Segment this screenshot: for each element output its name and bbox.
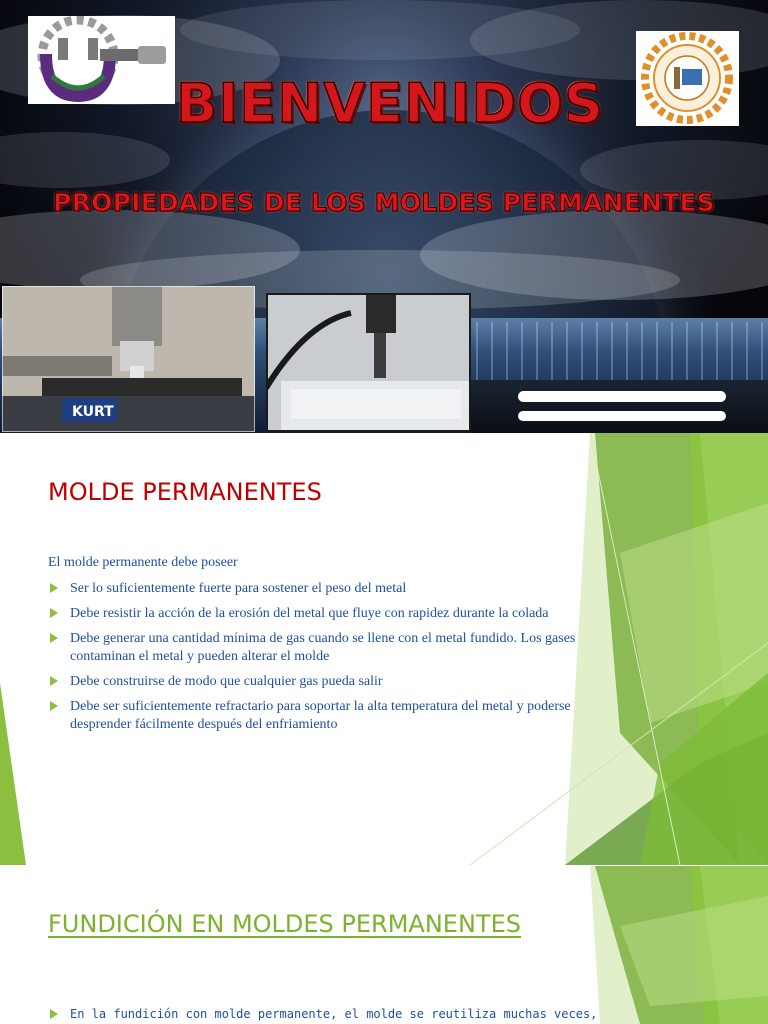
triangle-bullet-icon — [50, 1009, 58, 1019]
triangle-bullet-icon — [50, 583, 58, 593]
content-slide-fundicion — [0, 866, 768, 1024]
list-item — [48, 605, 588, 623]
drilling-machine-photo — [266, 293, 471, 432]
shore-background — [470, 380, 768, 433]
triangle-bullet-icon — [50, 701, 58, 711]
triangle-bullet-icon — [50, 676, 58, 686]
list-item — [48, 580, 588, 598]
slide-heading: FUNDICIÓN EN MOLDES PERMANENTES — [48, 910, 521, 938]
svg-text:KURT: KURT — [72, 404, 114, 420]
sea-glint — [470, 322, 768, 382]
title-slide — [0, 0, 768, 433]
list-item-text: Debe construirse de modo que cualquier gas pueda salir — [70, 674, 383, 689]
list-item-text: Ser lo suficientemente fuerte para sostener el peso del metal — [70, 581, 407, 596]
intro-text: El molde permanente debe poseer — [48, 555, 238, 570]
drilling-machine-illustration — [266, 293, 471, 432]
content-slide-molde-permanentes — [0, 433, 768, 865]
requirements-list — [48, 580, 588, 741]
milling-machine-photo — [2, 286, 255, 432]
list-item — [48, 1007, 600, 1021]
redacted-line-1 — [518, 391, 726, 402]
milling-machine-illustration — [2, 286, 255, 432]
list-item — [48, 630, 588, 666]
slide-heading: MOLDE PERMANENTES — [48, 478, 322, 506]
list-item-text: Debe resistir la acción de la erosión del metal que fluye con rapidez durante la colada — [70, 606, 549, 621]
triangle-bullet-icon — [50, 608, 58, 618]
list-item — [48, 673, 588, 691]
redacted-line-2 — [518, 411, 726, 421]
list-item-text: Debe ser suficientemente refractario para soportar la alta temperatura del metal y poderse desprender fácilmente después del enfriamiento — [70, 699, 571, 732]
list-item-text: En la fundición con molde permanente, el molde se reutiliza muchas veces, — [70, 1007, 598, 1021]
welcome-title: BIENVENIDOS — [176, 72, 604, 135]
list-item — [48, 698, 588, 734]
list-item-text: Debe generar una cantidad mínima de gas cuando se llene con el metal fundido. Los gases contaminan el metal y pueden alterar el molde — [70, 631, 576, 664]
slide-subtitle: PROPIEDADES DE LOS MOLDES PERMANENTES — [53, 188, 715, 217]
green-facet-decoration — [0, 866, 768, 1024]
triangle-bullet-icon — [50, 633, 58, 643]
